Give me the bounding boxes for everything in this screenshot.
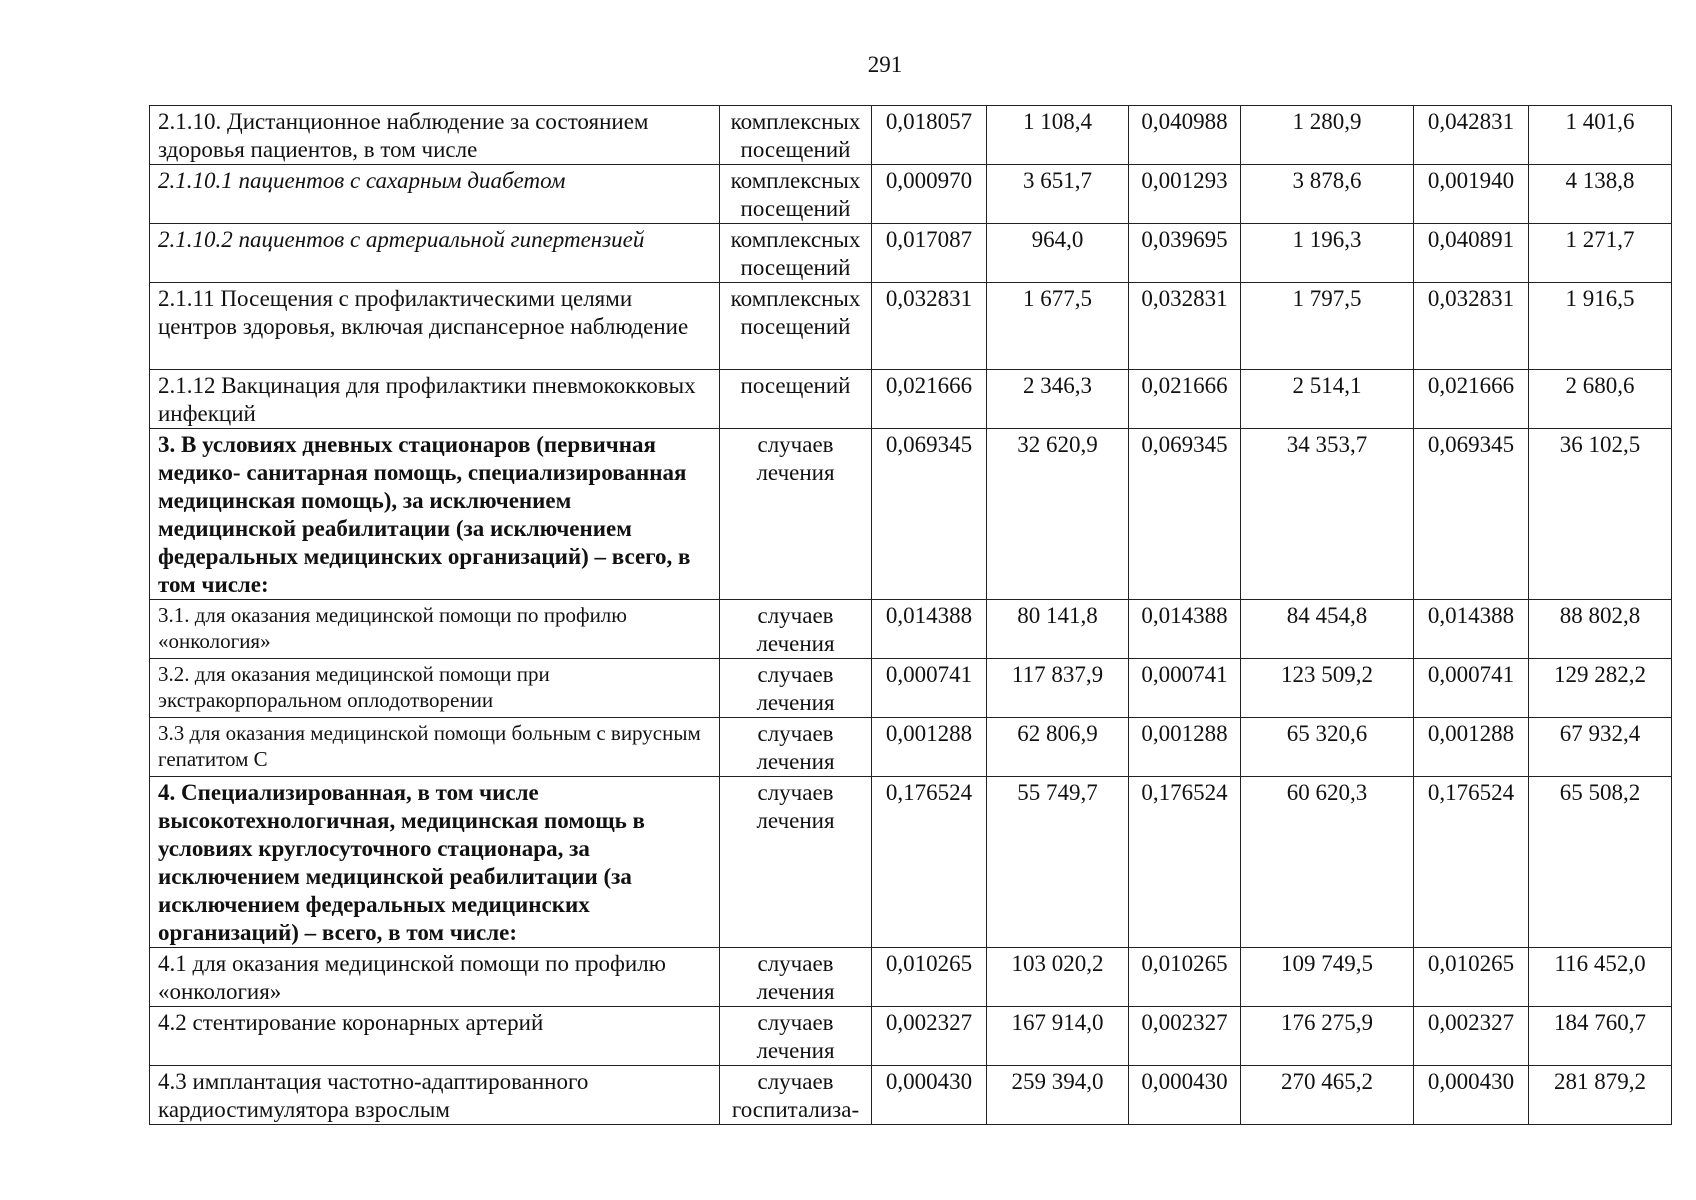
cell-value: 176 275,9 [1241, 1007, 1414, 1066]
table-row [150, 106, 1672, 165]
row-name: 4.1 для оказания медицинской помощи по профилю «онкология» [150, 948, 720, 1007]
cell-value: 964,0 [987, 224, 1129, 283]
cell-value: 0,176524 [872, 777, 987, 948]
cell-value: 0,069345 [1129, 429, 1241, 600]
row-unit: случаев лечения [720, 777, 872, 948]
cell-value: 0,000741 [872, 659, 987, 718]
table-row [150, 165, 1672, 224]
table-row [150, 224, 1672, 283]
cell-value: 0,176524 [1129, 777, 1241, 948]
row-name: 2.1.10. Дистанционное наблюдение за состоянием здоровья пациентов, в том числе [150, 106, 720, 165]
cell-value: 1 271,7 [1529, 224, 1672, 283]
cell-value: 0,014388 [1129, 600, 1241, 659]
cell-value: 270 465,2 [1241, 1066, 1414, 1125]
cell-value: 0,000741 [1129, 659, 1241, 718]
cell-value: 0,014388 [1414, 600, 1529, 659]
cell-value: 184 760,7 [1529, 1007, 1672, 1066]
cell-value: 129 282,2 [1529, 659, 1672, 718]
cell-value: 103 020,2 [987, 948, 1129, 1007]
cell-value: 62 806,9 [987, 718, 1129, 777]
cell-value: 1 401,6 [1529, 106, 1672, 165]
cell-value: 65 508,2 [1529, 777, 1672, 948]
row-name: 3. В условиях дневных стационаров (первичная медико- санитарная помощь, специализированная медицинская помощь), за исключением медицинской реабилитации (за исключением федеральных медицинских организаций) – всего, в том числе: [150, 429, 720, 600]
cell-value: 0,002327 [1414, 1007, 1529, 1066]
cell-value: 0,069345 [1414, 429, 1529, 600]
cell-value: 65 320,6 [1241, 718, 1414, 777]
cell-value: 281 879,2 [1529, 1066, 1672, 1125]
cell-value: 80 141,8 [987, 600, 1129, 659]
cell-value: 1 916,5 [1529, 283, 1672, 370]
row-name: 3.1. для оказания медицинской помощи по профилю «онкология» [150, 600, 720, 659]
row-unit: случаев лечения [720, 429, 872, 600]
cell-value: 2 514,1 [1241, 370, 1414, 429]
cell-value: 0,001288 [1129, 718, 1241, 777]
cell-value: 32 620,9 [987, 429, 1129, 600]
cell-value: 2 346,3 [987, 370, 1129, 429]
table-row [150, 777, 1672, 948]
page-number: 291 [867, 52, 903, 77]
cell-value: 0,032831 [1414, 283, 1529, 370]
row-unit: комплексных посещений [720, 283, 872, 370]
cell-value: 0,002327 [1129, 1007, 1241, 1066]
cell-value: 0,040891 [1414, 224, 1529, 283]
row-name: 4.2 стентирование коронарных артерий [150, 1007, 720, 1066]
cell-value: 0,040988 [1129, 106, 1241, 165]
medical-care-volume-table [149, 105, 1672, 1125]
cell-value: 0,000430 [872, 1066, 987, 1125]
row-unit: комплексных посещений [720, 106, 872, 165]
table-row [150, 718, 1672, 777]
cell-value: 0,018057 [872, 106, 987, 165]
cell-value: 55 749,7 [987, 777, 1129, 948]
cell-value: 109 749,5 [1241, 948, 1414, 1007]
row-unit: посещений [720, 370, 872, 429]
cell-value: 0,010265 [1414, 948, 1529, 1007]
cell-value: 0,001288 [872, 718, 987, 777]
cell-value: 60 620,3 [1241, 777, 1414, 948]
table-row [150, 948, 1672, 1007]
cell-value: 34 353,7 [1241, 429, 1414, 600]
cell-value: 84 454,8 [1241, 600, 1414, 659]
row-name: 2.1.10.2 пациентов с артериальной гипертензией [150, 224, 720, 283]
cell-value: 0,069345 [872, 429, 987, 600]
cell-value: 0,032831 [1129, 283, 1241, 370]
cell-value: 0,021666 [1129, 370, 1241, 429]
row-unit: случаев лечения [720, 1007, 872, 1066]
cell-value: 2 680,6 [1529, 370, 1672, 429]
cell-value: 1 280,9 [1241, 106, 1414, 165]
cell-value: 117 837,9 [987, 659, 1129, 718]
cell-value: 0,042831 [1414, 106, 1529, 165]
cell-value: 259 394,0 [987, 1066, 1129, 1125]
cell-value: 0,001293 [1129, 165, 1241, 224]
table-row [150, 659, 1672, 718]
cell-value: 3 651,7 [987, 165, 1129, 224]
row-name: 4.3 имплантация частотно-адаптированного кардиостимулятора взрослым [150, 1066, 720, 1125]
table-row [150, 1007, 1672, 1066]
cell-value: 1 196,3 [1241, 224, 1414, 283]
cell-value: 1 797,5 [1241, 283, 1414, 370]
cell-value: 0,001288 [1414, 718, 1529, 777]
cell-value: 0,010265 [872, 948, 987, 1007]
table-row [150, 429, 1672, 600]
cell-value: 0,010265 [1129, 948, 1241, 1007]
cell-value: 0,032831 [872, 283, 987, 370]
table-row [150, 283, 1672, 370]
cell-value: 1 108,4 [987, 106, 1129, 165]
cell-value: 3 878,6 [1241, 165, 1414, 224]
cell-value: 0,021666 [1414, 370, 1529, 429]
cell-value: 116 452,0 [1529, 948, 1672, 1007]
row-unit: комплексных посещений [720, 224, 872, 283]
row-name: 3.3 для оказания медицинской помощи больным с вирусным гепатитом С [150, 718, 720, 777]
cell-value: 0,021666 [872, 370, 987, 429]
row-unit: случаев лечения [720, 948, 872, 1007]
row-name: 3.2. для оказания медицинской помощи при экстракорпоральном оплодотворении [150, 659, 720, 718]
row-unit: случаев лечения [720, 659, 872, 718]
cell-value: 0,176524 [1414, 777, 1529, 948]
cell-value: 0,017087 [872, 224, 987, 283]
cell-value: 0,000970 [872, 165, 987, 224]
cell-value: 67 932,4 [1529, 718, 1672, 777]
cell-value: 36 102,5 [1529, 429, 1672, 600]
row-name: 2.1.11 Посещения с профилактическими целями центров здоровья, включая диспансерное наблюдение [150, 283, 720, 370]
cell-value: 0,002327 [872, 1007, 987, 1066]
cell-value: 0,000430 [1129, 1066, 1241, 1125]
cell-value: 167 914,0 [987, 1007, 1129, 1066]
cell-value: 0,014388 [872, 600, 987, 659]
cell-value: 0,001940 [1414, 165, 1529, 224]
row-unit: случаев госпитализа- [720, 1066, 872, 1125]
cell-value: 1 677,5 [987, 283, 1129, 370]
cell-value: 123 509,2 [1241, 659, 1414, 718]
row-unit: случаев лечения [720, 600, 872, 659]
cell-value: 0,000430 [1414, 1066, 1529, 1125]
table-row [150, 370, 1672, 429]
row-unit: случаев лечения [720, 718, 872, 777]
cell-value: 0,039695 [1129, 224, 1241, 283]
row-unit: комплексных посещений [720, 165, 872, 224]
cell-value: 88 802,8 [1529, 600, 1672, 659]
row-name: 2.1.12 Вакцинация для профилактики пневмококковых инфекций [150, 370, 720, 429]
row-name: 2.1.10.1 пациентов с сахарным диабетом [150, 165, 720, 224]
table-row [150, 1066, 1672, 1125]
table-row [150, 600, 1672, 659]
cell-value: 0,000741 [1414, 659, 1529, 718]
cell-value: 4 138,8 [1529, 165, 1672, 224]
row-name: 4. Специализированная, в том числе высокотехнологичная, медицинская помощь в условиях круглосуточного стационара, за исключением медицинской реабилитации (за исключением федеральных медицинских организаций) – всего, в том числе: [150, 777, 720, 948]
